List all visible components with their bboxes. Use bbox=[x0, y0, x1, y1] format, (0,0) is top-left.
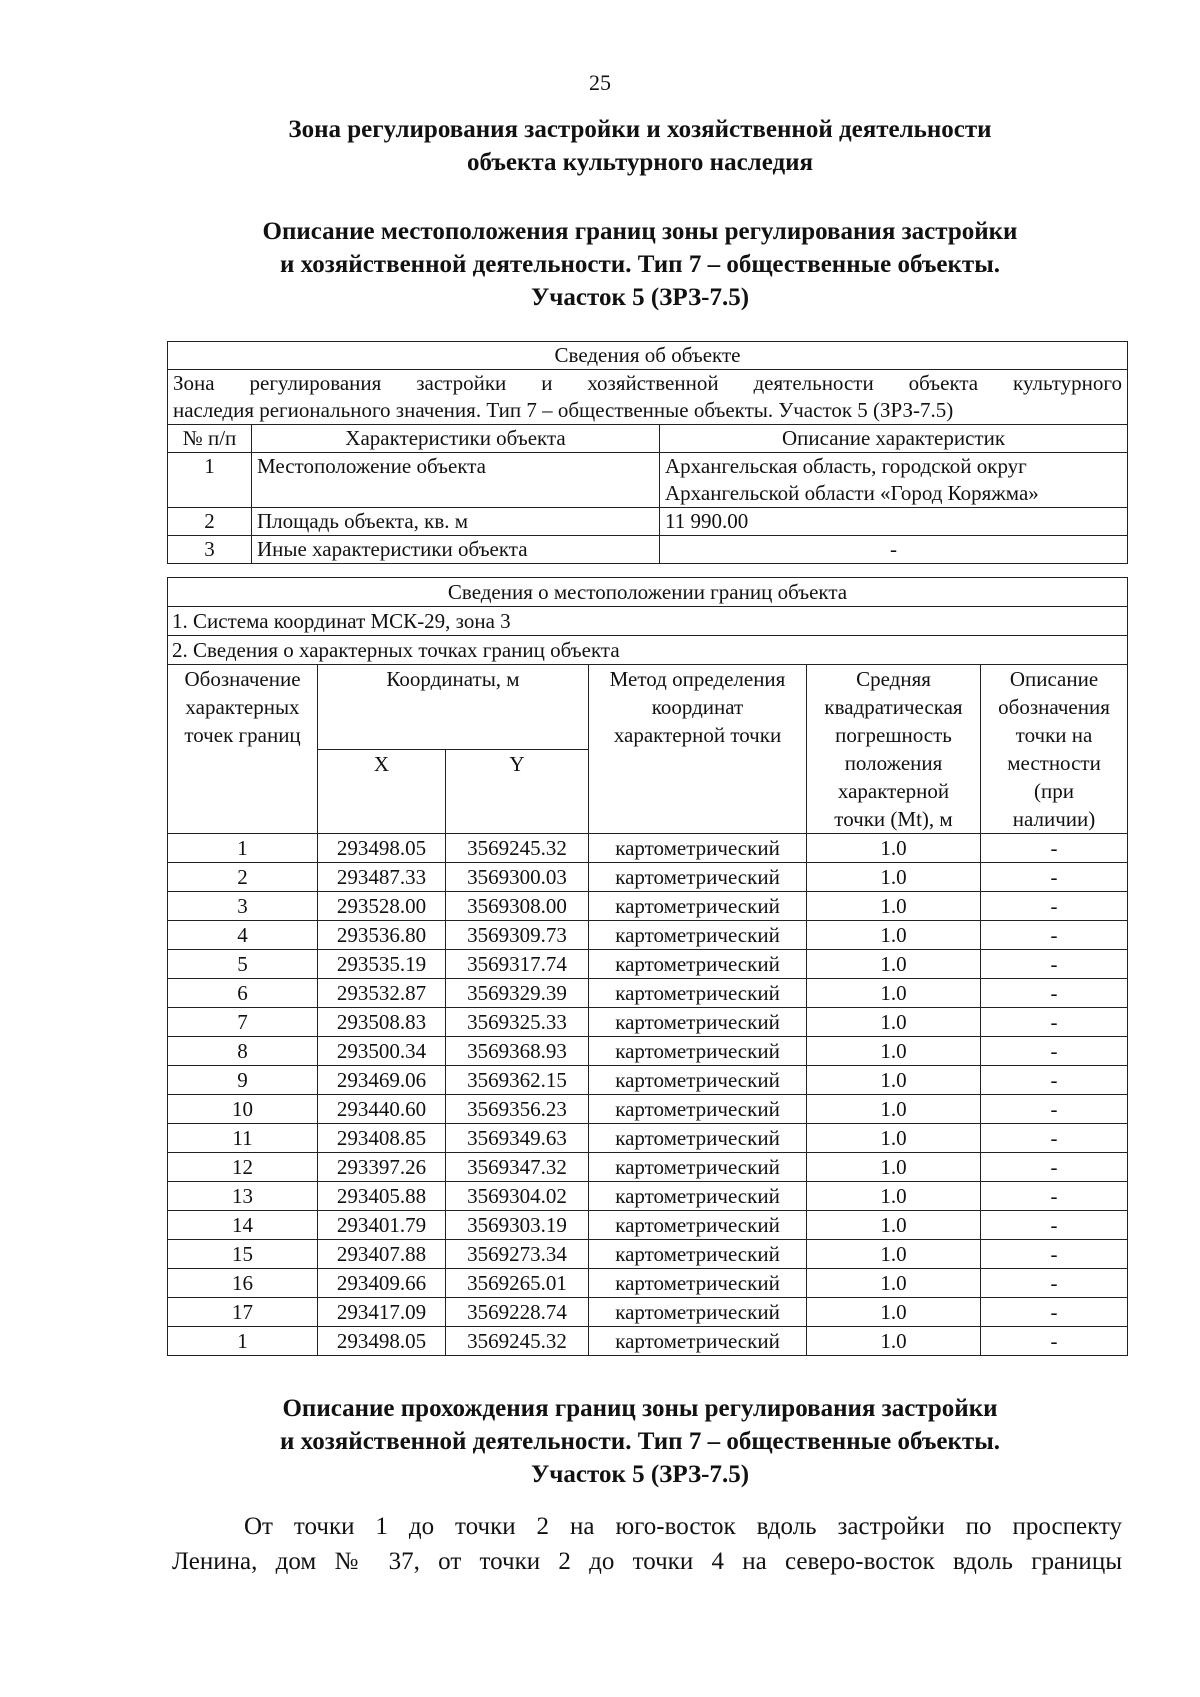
points-section-header: 2. Сведения о характерных точках границ объекта bbox=[168, 636, 1128, 665]
column-header-y: Y bbox=[446, 749, 589, 834]
object-description-line: Зона регулирования застройки и хозяйственной деятельности объекта культурного bbox=[173, 371, 1123, 395]
point-method: картометрический bbox=[589, 1066, 807, 1095]
point-x: 293469.06 bbox=[318, 1066, 446, 1095]
point-id: 9 bbox=[168, 1066, 318, 1095]
coordinate-system: 1. Система координат МСК-29, зона 3 bbox=[168, 607, 1128, 636]
point-description: - bbox=[981, 1124, 1128, 1153]
column-header-method bbox=[589, 665, 807, 834]
point-description: - bbox=[981, 1037, 1128, 1066]
point-y: 3569245.32 bbox=[446, 1327, 589, 1356]
point-y: 3569303.19 bbox=[446, 1211, 589, 1240]
table-row bbox=[168, 508, 1128, 536]
table-row bbox=[168, 1037, 1128, 1066]
table-row bbox=[168, 1008, 1128, 1037]
point-description: - bbox=[981, 979, 1128, 1008]
table-row bbox=[168, 1095, 1128, 1124]
table-row bbox=[168, 1124, 1128, 1153]
location-heading-line: Описание местоположения границ зоны регулирования застройки bbox=[262, 218, 1018, 245]
document-title bbox=[160, 113, 1120, 179]
point-method: картометрический bbox=[589, 1124, 807, 1153]
point-description: - bbox=[981, 1095, 1128, 1124]
object-info-section-header: Сведения об объекте bbox=[168, 342, 1128, 370]
table-row bbox=[168, 1298, 1128, 1327]
header-line: характерных bbox=[185, 695, 300, 719]
table-row bbox=[168, 1327, 1128, 1356]
document-title-line: Зона регулирования застройки и хозяйственной деятельности bbox=[288, 116, 992, 143]
header-line: Обозначение bbox=[184, 667, 301, 691]
point-description: - bbox=[981, 892, 1128, 921]
column-header-description: Описание характеристик bbox=[660, 425, 1128, 453]
row-value: - bbox=[660, 536, 1128, 564]
point-method: картометрический bbox=[589, 1269, 807, 1298]
header-line: характерной точки bbox=[613, 723, 782, 747]
point-method: картометрический bbox=[589, 1008, 807, 1037]
point-mt: 1.0 bbox=[807, 1327, 981, 1356]
point-mt: 1.0 bbox=[807, 892, 981, 921]
point-y: 3569300.03 bbox=[446, 863, 589, 892]
location-heading-line: Участок 5 (ЗРЗ-7.5) bbox=[530, 284, 750, 311]
header-line: координат bbox=[651, 695, 744, 719]
point-method: картометрический bbox=[589, 834, 807, 863]
passage-heading-line: и хозяйственной деятельности. Тип 7 – общественные объекты. bbox=[280, 1428, 1000, 1455]
point-y: 3569368.93 bbox=[446, 1037, 589, 1066]
point-x: 293528.00 bbox=[318, 892, 446, 921]
table-row bbox=[168, 536, 1128, 564]
point-description: - bbox=[981, 1182, 1128, 1211]
point-x: 293409.66 bbox=[318, 1269, 446, 1298]
row-value bbox=[660, 453, 1128, 508]
point-method: картометрический bbox=[589, 1182, 807, 1211]
point-id: 13 bbox=[168, 1182, 318, 1211]
point-mt: 1.0 bbox=[807, 1240, 981, 1269]
table-row bbox=[168, 1066, 1128, 1095]
table-row bbox=[168, 453, 1128, 508]
point-mt: 1.0 bbox=[807, 1095, 981, 1124]
header-line: положения bbox=[844, 751, 943, 775]
point-y: 3569265.01 bbox=[446, 1269, 589, 1298]
point-x: 293417.09 bbox=[318, 1298, 446, 1327]
point-id: 11 bbox=[168, 1124, 318, 1153]
table-row bbox=[168, 863, 1128, 892]
point-method: картометрический bbox=[589, 1240, 807, 1269]
row-number: 1 bbox=[168, 453, 252, 508]
point-y: 3569245.32 bbox=[446, 834, 589, 863]
column-header-number: № п/п bbox=[168, 425, 252, 453]
point-x: 293401.79 bbox=[318, 1211, 446, 1240]
document-title-line: объекта культурного наследия bbox=[466, 149, 814, 176]
point-description: - bbox=[981, 1008, 1128, 1037]
point-description: - bbox=[981, 1211, 1128, 1240]
point-mt: 1.0 bbox=[807, 921, 981, 950]
table-row bbox=[168, 1153, 1128, 1182]
row-characteristic: Площадь объекта, кв. м bbox=[252, 508, 660, 536]
point-description: - bbox=[981, 1066, 1128, 1095]
point-id: 5 bbox=[168, 950, 318, 979]
object-description-line: наследия регионального значения. Тип 7 – общественные объекты. Участок 5 (ЗРЗ-7.5) bbox=[173, 398, 954, 422]
row-characteristic: Местоположение объекта bbox=[252, 453, 660, 508]
point-mt: 1.0 bbox=[807, 1066, 981, 1095]
point-x: 293500.34 bbox=[318, 1037, 446, 1066]
row-number: 2 bbox=[168, 508, 252, 536]
object-info-table bbox=[167, 341, 1128, 564]
header-line: Метод определения bbox=[609, 667, 786, 691]
paragraph-line: Ленина, дом № 37, от точки 2 до точки 4 на северо-восток вдоль границы bbox=[172, 1548, 1122, 1575]
coordinates-table bbox=[167, 577, 1128, 1356]
point-method: картометрический bbox=[589, 1298, 807, 1327]
point-mt: 1.0 bbox=[807, 1008, 981, 1037]
point-x: 293498.05 bbox=[318, 1327, 446, 1356]
point-description: - bbox=[981, 863, 1128, 892]
point-method: картометрический bbox=[589, 863, 807, 892]
point-x: 293532.87 bbox=[318, 979, 446, 1008]
point-x: 293407.88 bbox=[318, 1240, 446, 1269]
point-method: картометрический bbox=[589, 1095, 807, 1124]
passage-heading bbox=[160, 1392, 1120, 1491]
point-description: - bbox=[981, 950, 1128, 979]
table-row bbox=[168, 834, 1128, 863]
point-mt: 1.0 bbox=[807, 1153, 981, 1182]
point-description: - bbox=[981, 1298, 1128, 1327]
point-id: 17 bbox=[168, 1298, 318, 1327]
point-mt: 1.0 bbox=[807, 863, 981, 892]
point-method: картометрический bbox=[589, 979, 807, 1008]
point-id: 8 bbox=[168, 1037, 318, 1066]
table-row bbox=[168, 921, 1128, 950]
column-header-characteristic: Характеристики объекта bbox=[252, 425, 660, 453]
point-x: 293535.19 bbox=[318, 950, 446, 979]
point-description: - bbox=[981, 1327, 1128, 1356]
header-line: Средняя bbox=[856, 667, 931, 691]
point-x: 293408.85 bbox=[318, 1124, 446, 1153]
header-line: точки на bbox=[1015, 723, 1093, 747]
header-line: квадратическая bbox=[824, 695, 963, 719]
point-mt: 1.0 bbox=[807, 1124, 981, 1153]
paragraph-line: От точки 1 до точки 2 на юго-восток вдоль застройки по проспекту bbox=[244, 1513, 1122, 1540]
point-description: - bbox=[981, 921, 1128, 950]
point-x: 293440.60 bbox=[318, 1095, 446, 1124]
column-header-error bbox=[807, 665, 981, 834]
passage-heading-line: Описание прохождения границ зоны регулирования застройки bbox=[282, 1395, 998, 1422]
header-line: обозначения bbox=[998, 695, 1110, 719]
point-x: 293536.80 bbox=[318, 921, 446, 950]
boundary-description-paragraph bbox=[172, 1509, 1122, 1579]
header-line: местности bbox=[1007, 751, 1101, 775]
point-id: 14 bbox=[168, 1211, 318, 1240]
point-y: 3569349.63 bbox=[446, 1124, 589, 1153]
point-y: 3569356.23 bbox=[446, 1095, 589, 1124]
row-value-line: Архангельской области «Город Коряжма» bbox=[665, 481, 1039, 505]
row-number: 3 bbox=[168, 536, 252, 564]
point-id: 7 bbox=[168, 1008, 318, 1037]
point-y: 3569308.00 bbox=[446, 892, 589, 921]
column-header-x: X bbox=[318, 749, 446, 834]
point-y: 3569362.15 bbox=[446, 1066, 589, 1095]
point-description: - bbox=[981, 1269, 1128, 1298]
object-description bbox=[168, 370, 1128, 425]
point-x: 293405.88 bbox=[318, 1182, 446, 1211]
point-y: 3569325.33 bbox=[446, 1008, 589, 1037]
point-y: 3569304.02 bbox=[446, 1182, 589, 1211]
point-id: 2 bbox=[168, 863, 318, 892]
table-row bbox=[168, 979, 1128, 1008]
point-mt: 1.0 bbox=[807, 979, 981, 1008]
table-row bbox=[168, 1182, 1128, 1211]
table-row bbox=[168, 1269, 1128, 1298]
point-method: картометрический bbox=[589, 1211, 807, 1240]
point-method: картометрический bbox=[589, 1153, 807, 1182]
point-id: 15 bbox=[168, 1240, 318, 1269]
row-value: 11 990.00 bbox=[660, 508, 1128, 536]
point-id: 12 bbox=[168, 1153, 318, 1182]
point-method: картометрический bbox=[589, 1327, 807, 1356]
point-id: 1 bbox=[168, 1327, 318, 1356]
point-id: 1 bbox=[168, 834, 318, 863]
row-characteristic: Иные характеристики объекта bbox=[252, 536, 660, 564]
point-mt: 1.0 bbox=[807, 1298, 981, 1327]
table-row bbox=[168, 892, 1128, 921]
header-line: точки (Mt), м bbox=[834, 807, 953, 831]
point-y: 3569273.34 bbox=[446, 1240, 589, 1269]
column-header-coordinates: Координаты, м bbox=[318, 665, 589, 750]
point-x: 293397.26 bbox=[318, 1153, 446, 1182]
point-description: - bbox=[981, 1240, 1128, 1269]
page-number: 25 bbox=[589, 70, 611, 95]
point-id: 6 bbox=[168, 979, 318, 1008]
row-value-line: Архангельская область, городской округ bbox=[665, 454, 1027, 478]
point-y: 3569317.74 bbox=[446, 950, 589, 979]
table-row bbox=[168, 1240, 1128, 1269]
location-heading-line: и хозяйственной деятельности. Тип 7 – общественные объекты. bbox=[280, 251, 1000, 278]
point-y: 3569309.73 bbox=[446, 921, 589, 950]
column-header-designation bbox=[168, 665, 318, 834]
point-mt: 1.0 bbox=[807, 1037, 981, 1066]
point-method: картометрический bbox=[589, 1037, 807, 1066]
point-mt: 1.0 bbox=[807, 834, 981, 863]
header-line: наличии) bbox=[1012, 807, 1096, 831]
column-header-point-description bbox=[981, 665, 1128, 834]
header-line: характерной bbox=[837, 779, 950, 803]
point-x: 293487.33 bbox=[318, 863, 446, 892]
point-mt: 1.0 bbox=[807, 1269, 981, 1298]
point-y: 3569228.74 bbox=[446, 1298, 589, 1327]
coordinates-section-header: Сведения о местоположении границ объекта bbox=[168, 578, 1128, 607]
location-heading bbox=[160, 215, 1120, 314]
header-line: погрешность bbox=[835, 723, 952, 747]
table-row bbox=[168, 950, 1128, 979]
point-y: 3569347.32 bbox=[446, 1153, 589, 1182]
header-line: Описание bbox=[1009, 667, 1099, 691]
point-x: 293508.83 bbox=[318, 1008, 446, 1037]
point-mt: 1.0 bbox=[807, 950, 981, 979]
point-y: 3569329.39 bbox=[446, 979, 589, 1008]
point-method: картометрический bbox=[589, 950, 807, 979]
point-id: 3 bbox=[168, 892, 318, 921]
point-description: - bbox=[981, 1153, 1128, 1182]
point-mt: 1.0 bbox=[807, 1182, 981, 1211]
header-line: (при bbox=[1034, 779, 1074, 803]
point-id: 10 bbox=[168, 1095, 318, 1124]
table-row bbox=[168, 1211, 1128, 1240]
point-x: 293498.05 bbox=[318, 834, 446, 863]
passage-heading-line: Участок 5 (ЗРЗ-7.5) bbox=[530, 1461, 750, 1488]
point-id: 4 bbox=[168, 921, 318, 950]
point-description: - bbox=[981, 834, 1128, 863]
header-line: точек границ bbox=[184, 723, 301, 747]
point-id: 16 bbox=[168, 1269, 318, 1298]
point-method: картометрический bbox=[589, 892, 807, 921]
point-method: картометрический bbox=[589, 921, 807, 950]
point-mt: 1.0 bbox=[807, 1211, 981, 1240]
